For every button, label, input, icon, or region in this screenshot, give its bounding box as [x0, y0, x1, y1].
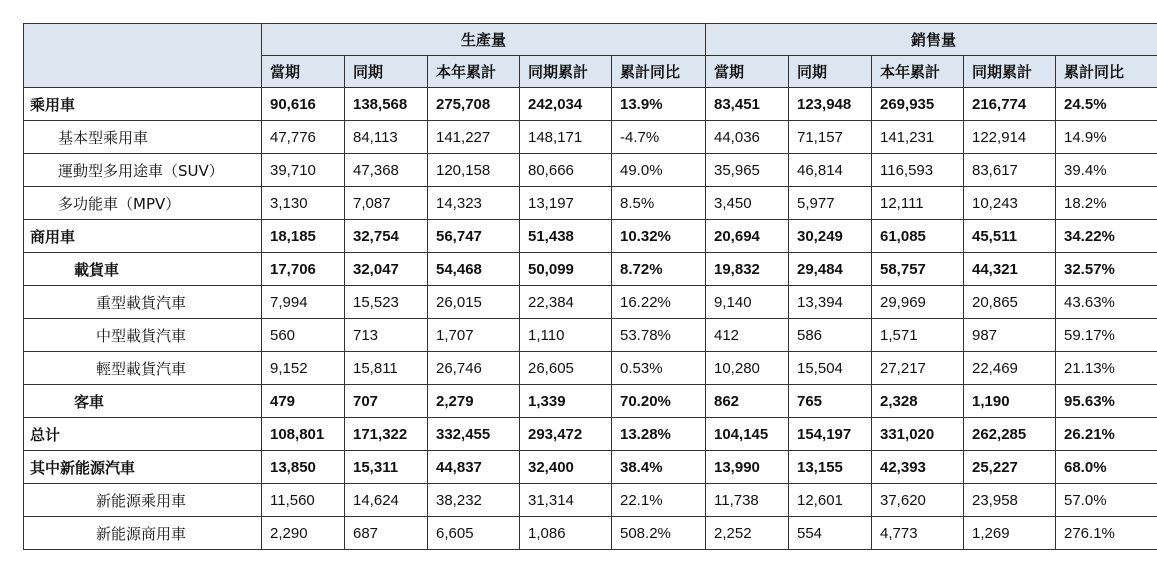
table-cell: 44,321	[964, 253, 1056, 286]
table-cell: 713	[345, 319, 428, 352]
table-cell: 508.2%	[612, 517, 706, 550]
column-header: 當期	[706, 56, 789, 88]
table-cell: 707	[345, 385, 428, 418]
table-cell: 23,958	[964, 484, 1056, 517]
table-cell: 26,746	[428, 352, 520, 385]
table-cell: 138,568	[345, 88, 428, 121]
table-cell: 14,323	[428, 187, 520, 220]
table-header	[24, 24, 1157, 88]
table-cell: 276.1%	[1056, 517, 1157, 550]
table-row	[24, 484, 1157, 517]
table-cell: 11,560	[262, 484, 345, 517]
table-cell: 987	[964, 319, 1056, 352]
table-row	[24, 220, 1157, 253]
table-cell: 269,935	[872, 88, 964, 121]
table-cell: 2,290	[262, 517, 345, 550]
table-cell: 14.9%	[1056, 121, 1157, 154]
table-cell: 2,328	[872, 385, 964, 418]
table-cell: 14,624	[345, 484, 428, 517]
table-row	[24, 451, 1157, 484]
table-cell: 22.1%	[612, 484, 706, 517]
row-label: 乘用車	[24, 88, 262, 121]
table-cell: 560	[262, 319, 345, 352]
table-cell: 29,484	[789, 253, 872, 286]
row-label: 基本型乘用車	[24, 121, 262, 154]
table-cell: 1,571	[872, 319, 964, 352]
table-cell: 10.32%	[612, 220, 706, 253]
table-cell: 95.63%	[1056, 385, 1157, 418]
column-header: 本年累計	[428, 56, 520, 88]
table-cell: 47,368	[345, 154, 428, 187]
table-cell: 37,620	[872, 484, 964, 517]
row-label: 重型載貨汽車	[24, 286, 262, 319]
table-cell: 15,311	[345, 451, 428, 484]
table-cell: 332,455	[428, 418, 520, 451]
table-cell: 53.78%	[612, 319, 706, 352]
table-cell: 275,708	[428, 88, 520, 121]
table-cell: 15,811	[345, 352, 428, 385]
table-row	[24, 352, 1157, 385]
table-cell: 8.72%	[612, 253, 706, 286]
table-cell: 47,776	[262, 121, 345, 154]
table-cell: 13,850	[262, 451, 345, 484]
table-cell: 15,523	[345, 286, 428, 319]
table-cell: 20,694	[706, 220, 789, 253]
table-cell: 84,113	[345, 121, 428, 154]
column-header: 同期累計	[964, 56, 1056, 88]
row-label: 新能源乘用車	[24, 484, 262, 517]
table-cell: 26,015	[428, 286, 520, 319]
table-cell: 32,400	[520, 451, 612, 484]
row-label: 总计	[24, 418, 262, 451]
table-cell: 0.53%	[612, 352, 706, 385]
table-cell: 1,339	[520, 385, 612, 418]
table-cell: 216,774	[964, 88, 1056, 121]
table-cell: 120,158	[428, 154, 520, 187]
table-cell: 51,438	[520, 220, 612, 253]
table-cell: 39.4%	[1056, 154, 1157, 187]
table-cell: 32.57%	[1056, 253, 1157, 286]
table-cell: 56,747	[428, 220, 520, 253]
table-cell: 26.21%	[1056, 418, 1157, 451]
table-cell: 554	[789, 517, 872, 550]
column-header: 本年累計	[872, 56, 964, 88]
table-cell: 148,171	[520, 121, 612, 154]
table-cell: 13,155	[789, 451, 872, 484]
table-cell: 765	[789, 385, 872, 418]
table-cell: 141,227	[428, 121, 520, 154]
table-cell: 22,469	[964, 352, 1056, 385]
table-cell: 8.5%	[612, 187, 706, 220]
table-cell: 13.28%	[612, 418, 706, 451]
row-label: 載貨車	[24, 253, 262, 286]
table-cell: 9,140	[706, 286, 789, 319]
table-cell: 13,197	[520, 187, 612, 220]
table-row	[24, 88, 1157, 121]
row-label: 客車	[24, 385, 262, 418]
table-cell: 21.13%	[1056, 352, 1157, 385]
table-row	[24, 154, 1157, 187]
table-cell: 10,243	[964, 187, 1056, 220]
table-cell: 116,593	[872, 154, 964, 187]
table-row	[24, 517, 1157, 550]
table-cell: 242,034	[520, 88, 612, 121]
table-cell: 27,217	[872, 352, 964, 385]
table-cell: 19,832	[706, 253, 789, 286]
table-cell: 6,605	[428, 517, 520, 550]
table-cell: 12,111	[872, 187, 964, 220]
table-cell: 13,990	[706, 451, 789, 484]
table-cell: 18.2%	[1056, 187, 1157, 220]
table-cell: 412	[706, 319, 789, 352]
header-group-row	[24, 24, 1157, 56]
table-cell: 1,086	[520, 517, 612, 550]
table-cell: 68.0%	[1056, 451, 1157, 484]
table-cell: 24.5%	[1056, 88, 1157, 121]
table-cell: 15,504	[789, 352, 872, 385]
table-cell: 45,511	[964, 220, 1056, 253]
table-cell: 262,285	[964, 418, 1056, 451]
table-cell: 57.0%	[1056, 484, 1157, 517]
table-cell: 30,249	[789, 220, 872, 253]
table-cell: 104,145	[706, 418, 789, 451]
table-cell: 331,020	[872, 418, 964, 451]
table-cell: 586	[789, 319, 872, 352]
table-cell: 59.17%	[1056, 319, 1157, 352]
table-cell: 2,252	[706, 517, 789, 550]
table-cell: 44,036	[706, 121, 789, 154]
table-cell: 13.9%	[612, 88, 706, 121]
column-header: 同期	[345, 56, 428, 88]
table-row	[24, 187, 1157, 220]
column-header: 同期累計	[520, 56, 612, 88]
row-label: 商用車	[24, 220, 262, 253]
table-cell: 80,666	[520, 154, 612, 187]
table-cell: 54,468	[428, 253, 520, 286]
table-cell: 26,605	[520, 352, 612, 385]
table-cell: -4.7%	[612, 121, 706, 154]
table-cell: 32,047	[345, 253, 428, 286]
table-cell: 22,384	[520, 286, 612, 319]
header-production: 生產量	[262, 24, 706, 56]
table-cell: 90,616	[262, 88, 345, 121]
table-cell: 61,085	[872, 220, 964, 253]
column-header: 累計同比	[612, 56, 706, 88]
table-cell: 293,472	[520, 418, 612, 451]
table-cell: 16.22%	[612, 286, 706, 319]
table-cell: 46,814	[789, 154, 872, 187]
table-cell: 687	[345, 517, 428, 550]
table-cell: 20,865	[964, 286, 1056, 319]
column-header: 同期	[789, 56, 872, 88]
table-cell: 50,099	[520, 253, 612, 286]
table-cell: 4,773	[872, 517, 964, 550]
table-body	[24, 88, 1157, 550]
table-cell: 1,707	[428, 319, 520, 352]
table-cell: 122,914	[964, 121, 1056, 154]
row-label: 多功能車（MPV）	[24, 187, 262, 220]
table-cell: 42,393	[872, 451, 964, 484]
row-label: 運動型多用途車（SUV）	[24, 154, 262, 187]
table-row	[24, 286, 1157, 319]
row-label: 其中新能源汽車	[24, 451, 262, 484]
table-cell: 38.4%	[612, 451, 706, 484]
table-row	[24, 319, 1157, 352]
table-cell: 18,185	[262, 220, 345, 253]
header-corner-cell	[24, 24, 262, 88]
table-cell: 171,322	[345, 418, 428, 451]
table-cell: 49.0%	[612, 154, 706, 187]
table-cell: 44,837	[428, 451, 520, 484]
row-label: 輕型載貨汽車	[24, 352, 262, 385]
table-cell: 3,130	[262, 187, 345, 220]
table-cell: 123,948	[789, 88, 872, 121]
column-header: 當期	[262, 56, 345, 88]
table-cell: 17,706	[262, 253, 345, 286]
table-cell: 108,801	[262, 418, 345, 451]
table-row	[24, 385, 1157, 418]
table-cell: 35,965	[706, 154, 789, 187]
table-cell: 31,314	[520, 484, 612, 517]
table-cell: 479	[262, 385, 345, 418]
table-cell: 9,152	[262, 352, 345, 385]
column-header: 累計同比	[1056, 56, 1157, 88]
table-cell: 29,969	[872, 286, 964, 319]
table-cell: 7,087	[345, 187, 428, 220]
table-cell: 154,197	[789, 418, 872, 451]
table-cell: 7,994	[262, 286, 345, 319]
production-sales-table	[23, 23, 1157, 550]
table-cell: 38,232	[428, 484, 520, 517]
table-cell: 1,190	[964, 385, 1056, 418]
table-cell: 43.63%	[1056, 286, 1157, 319]
table-cell: 10,280	[706, 352, 789, 385]
table-cell: 34.22%	[1056, 220, 1157, 253]
table-cell: 11,738	[706, 484, 789, 517]
table-cell: 71,157	[789, 121, 872, 154]
table-row	[24, 121, 1157, 154]
table-cell: 13,394	[789, 286, 872, 319]
table-cell: 58,757	[872, 253, 964, 286]
header-sales: 銷售量	[706, 24, 1157, 56]
table-cell: 1,269	[964, 517, 1056, 550]
table-cell: 862	[706, 385, 789, 418]
table-cell: 32,754	[345, 220, 428, 253]
row-label: 新能源商用車	[24, 517, 262, 550]
table-cell: 1,110	[520, 319, 612, 352]
table-cell: 25,227	[964, 451, 1056, 484]
table-cell: 39,710	[262, 154, 345, 187]
table-row	[24, 418, 1157, 451]
table-cell: 141,231	[872, 121, 964, 154]
table-cell: 70.20%	[612, 385, 706, 418]
table-cell: 83,451	[706, 88, 789, 121]
table-cell: 83,617	[964, 154, 1056, 187]
table-row	[24, 253, 1157, 286]
table-cell: 12,601	[789, 484, 872, 517]
table-cell: 2,279	[428, 385, 520, 418]
row-label: 中型載貨汽車	[24, 319, 262, 352]
table-cell: 5,977	[789, 187, 872, 220]
table-cell: 3,450	[706, 187, 789, 220]
